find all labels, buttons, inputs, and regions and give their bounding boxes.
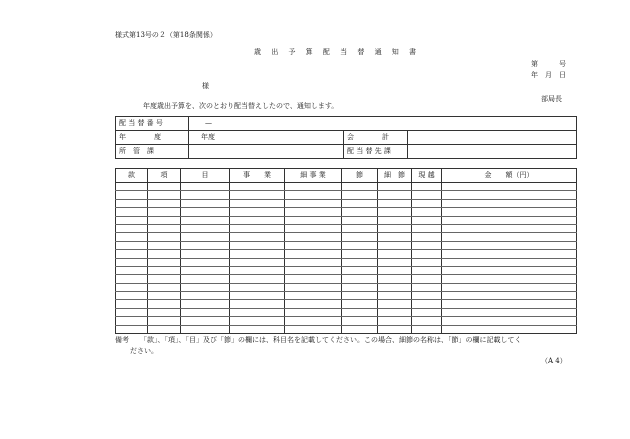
grid-row	[116, 308, 577, 316]
grid-cell	[378, 241, 412, 249]
header-kou: 項	[148, 169, 181, 183]
grid-cell	[285, 292, 342, 300]
grid-cell	[342, 191, 378, 199]
grid-cell	[181, 300, 230, 308]
grid-cell	[181, 191, 230, 199]
grid-cell	[116, 258, 148, 266]
form-id: 様式第13号の２（第18条関係）	[115, 31, 217, 39]
grid-cell	[181, 308, 230, 316]
grid-cell	[285, 325, 342, 333]
grid-cell	[148, 241, 181, 249]
grid-cell	[342, 208, 378, 216]
grid-cell	[116, 241, 148, 249]
grid-cell	[181, 183, 230, 191]
grid-cell	[148, 183, 181, 191]
grid-cell	[412, 250, 442, 258]
grid-cell	[442, 283, 577, 291]
grid-cell	[412, 216, 442, 224]
grid-cell	[342, 325, 378, 333]
grid-cell	[181, 233, 230, 241]
grid-cell	[148, 191, 181, 199]
grid-row	[116, 325, 577, 333]
grid-row	[116, 191, 577, 199]
target-department-value	[408, 145, 577, 159]
grid-cell	[378, 216, 412, 224]
grid-cell	[378, 191, 412, 199]
grid-cell	[148, 258, 181, 266]
grid-cell	[181, 275, 230, 283]
department-value	[189, 145, 344, 159]
grid-cell	[442, 224, 577, 232]
grid-cell	[148, 283, 181, 291]
grid-cell	[342, 317, 378, 325]
grid-cell	[378, 208, 412, 216]
grid-cell	[148, 216, 181, 224]
header-form-table	[115, 116, 577, 159]
grid-cell	[378, 250, 412, 258]
grid-cell	[378, 292, 412, 300]
fiscal-year-value: 年度	[189, 131, 344, 145]
note-text: 「款」、「項」、「目」及び「節」の欄には、科目名を記載してください。この場合、細節の名称は、「節」の欄に記載してく	[140, 336, 522, 344]
document-title: 歳 出 予 算 配 当 替 通 知 書	[254, 48, 421, 56]
grid-cell	[412, 183, 442, 191]
grid-cell	[442, 317, 577, 325]
grid-cell	[285, 224, 342, 232]
grid-cell	[285, 266, 342, 274]
grid-row	[116, 250, 577, 258]
grid-cell	[378, 283, 412, 291]
grid-cell	[442, 191, 577, 199]
grid-cell	[230, 183, 285, 191]
grid-cell	[230, 325, 285, 333]
grid-cell	[342, 216, 378, 224]
grid-cell	[412, 224, 442, 232]
grid-cell	[148, 308, 181, 316]
grid-cell	[116, 183, 148, 191]
grid-cell	[116, 292, 148, 300]
grid-cell	[442, 233, 577, 241]
grid-cell	[181, 250, 230, 258]
header-amount: 金 額（円）	[442, 169, 577, 183]
grid-body	[116, 183, 577, 334]
grid-cell	[342, 241, 378, 249]
grid-cell	[378, 258, 412, 266]
grid-cell	[116, 283, 148, 291]
note-label: 備考	[115, 336, 129, 344]
grid-cell	[181, 199, 230, 207]
grid-cell	[442, 258, 577, 266]
header-moku: 目	[181, 169, 230, 183]
grid-cell	[378, 266, 412, 274]
grid-cell	[412, 208, 442, 216]
target-department-label: 配 当 替 先 課	[344, 145, 408, 159]
grid-cell	[342, 233, 378, 241]
grid-cell	[285, 308, 342, 316]
grid-cell	[116, 317, 148, 325]
header-kan: 款	[116, 169, 148, 183]
grid-cell	[285, 317, 342, 325]
grid-cell	[412, 275, 442, 283]
grid-cell	[181, 266, 230, 274]
grid-cell	[342, 250, 378, 258]
grid-cell	[442, 308, 577, 316]
grid-cell	[378, 224, 412, 232]
grid-cell	[148, 199, 181, 207]
grid-cell	[342, 292, 378, 300]
grid-cell	[342, 183, 378, 191]
header-jigyou: 事 業	[230, 169, 285, 183]
grid-cell	[442, 325, 577, 333]
grid-cell	[116, 275, 148, 283]
grid-cell	[442, 208, 577, 216]
allocation-number-value: —	[189, 117, 577, 131]
grid-cell	[116, 266, 148, 274]
grid-cell	[285, 275, 342, 283]
grid-cell	[148, 275, 181, 283]
grid-cell	[181, 258, 230, 266]
grid-cell	[378, 275, 412, 283]
grid-cell	[442, 183, 577, 191]
grid-cell	[181, 317, 230, 325]
grid-cell	[230, 292, 285, 300]
grid-row	[116, 283, 577, 291]
grid-cell	[285, 233, 342, 241]
header-sai-setsu: 細 節	[378, 169, 412, 183]
grid-cell	[285, 300, 342, 308]
grid-cell	[412, 317, 442, 325]
intro-text: 年度歳出予算を、次のとおり配当替えしたので、通知します。	[143, 102, 339, 110]
grid-cell	[116, 233, 148, 241]
grid-cell	[378, 325, 412, 333]
grid-cell	[181, 292, 230, 300]
grid-row	[116, 208, 577, 216]
grid-cell	[181, 283, 230, 291]
grid-cell	[412, 266, 442, 274]
grid-cell	[116, 300, 148, 308]
grid-cell	[230, 199, 285, 207]
grid-cell	[181, 216, 230, 224]
grid-cell	[342, 308, 378, 316]
grid-cell	[285, 241, 342, 249]
grid-cell	[412, 241, 442, 249]
grid-cell	[181, 241, 230, 249]
grid-cell	[181, 224, 230, 232]
grid-cell	[116, 208, 148, 216]
grid-cell	[148, 233, 181, 241]
department-label: 所 管 課	[116, 145, 189, 159]
grid-cell	[285, 183, 342, 191]
grid-cell	[148, 224, 181, 232]
grid-cell	[230, 241, 285, 249]
header-setsu: 節	[342, 169, 378, 183]
grid-row	[116, 224, 577, 232]
grid-cell	[342, 258, 378, 266]
grid-cell	[412, 191, 442, 199]
grid-cell	[116, 325, 148, 333]
date-label: 年 月 日	[531, 71, 566, 79]
header-genetsu: 現 越	[412, 169, 442, 183]
grid-row	[116, 183, 577, 191]
grid-cell	[116, 224, 148, 232]
grid-cell	[412, 325, 442, 333]
grid-cell	[442, 275, 577, 283]
grid-cell	[285, 216, 342, 224]
grid-cell	[378, 300, 412, 308]
grid-row	[116, 233, 577, 241]
grid-cell	[378, 199, 412, 207]
grid-cell	[181, 325, 230, 333]
grid-cell	[342, 300, 378, 308]
grid-cell	[342, 224, 378, 232]
grid-row	[116, 199, 577, 207]
grid-cell	[116, 250, 148, 258]
grid-cell	[148, 208, 181, 216]
grid-row	[116, 317, 577, 325]
grid-cell	[116, 191, 148, 199]
grid-cell	[116, 199, 148, 207]
grid-cell	[285, 258, 342, 266]
grid-row	[116, 266, 577, 274]
grid-cell	[148, 300, 181, 308]
grid-cell	[378, 308, 412, 316]
grid-cell	[378, 233, 412, 241]
grid-cell	[230, 216, 285, 224]
grid-cell	[230, 266, 285, 274]
account-value	[408, 131, 577, 145]
fiscal-year-label: 年 度	[116, 131, 189, 145]
grid-cell	[285, 250, 342, 258]
grid-cell	[230, 233, 285, 241]
grid-cell	[230, 258, 285, 266]
grid-cell	[230, 275, 285, 283]
number-label: 第 号	[531, 60, 566, 68]
grid-cell	[412, 292, 442, 300]
grid-cell	[148, 250, 181, 258]
note-text-continued: ださい。	[130, 347, 158, 355]
grid-cell	[342, 266, 378, 274]
grid-cell	[148, 266, 181, 274]
grid-row	[116, 300, 577, 308]
grid-cell	[442, 300, 577, 308]
grid-cell	[342, 275, 378, 283]
grid-cell	[148, 317, 181, 325]
grid-cell	[378, 317, 412, 325]
grid-cell	[285, 191, 342, 199]
grid-row	[116, 241, 577, 249]
grid-cell	[230, 208, 285, 216]
grid-cell	[148, 325, 181, 333]
account-label: 会 計	[344, 131, 408, 145]
grid-cell	[412, 258, 442, 266]
grid-cell	[230, 308, 285, 316]
grid-cell	[230, 317, 285, 325]
budget-grid-table	[115, 168, 577, 334]
grid-cell	[116, 308, 148, 316]
grid-cell	[148, 292, 181, 300]
grid-cell	[442, 250, 577, 258]
grid-cell	[412, 300, 442, 308]
grid-cell	[442, 199, 577, 207]
grid-cell	[285, 199, 342, 207]
grid-row	[116, 275, 577, 283]
grid-cell	[181, 208, 230, 216]
grid-cell	[285, 283, 342, 291]
grid-cell	[442, 216, 577, 224]
grid-cell	[342, 283, 378, 291]
allocation-number-label: 配 当 替 番 号	[116, 117, 189, 131]
sender: 部局長	[541, 95, 562, 103]
paper-size: （A 4）	[541, 357, 567, 365]
grid-cell	[230, 250, 285, 258]
grid-cell	[412, 308, 442, 316]
grid-cell	[442, 266, 577, 274]
grid-cell	[412, 199, 442, 207]
grid-cell	[342, 199, 378, 207]
grid-cell	[230, 191, 285, 199]
grid-row	[116, 216, 577, 224]
grid-cell	[230, 300, 285, 308]
grid-cell	[230, 283, 285, 291]
grid-cell	[412, 233, 442, 241]
grid-cell	[285, 208, 342, 216]
grid-row	[116, 258, 577, 266]
grid-cell	[230, 224, 285, 232]
header-sai-jigyou: 細 事 業	[285, 169, 342, 183]
grid-cell	[442, 241, 577, 249]
addressee-suffix: 様	[202, 82, 209, 90]
grid-cell	[412, 283, 442, 291]
grid-cell	[116, 216, 148, 224]
grid-cell	[378, 183, 412, 191]
grid-row	[116, 292, 577, 300]
grid-cell	[442, 292, 577, 300]
